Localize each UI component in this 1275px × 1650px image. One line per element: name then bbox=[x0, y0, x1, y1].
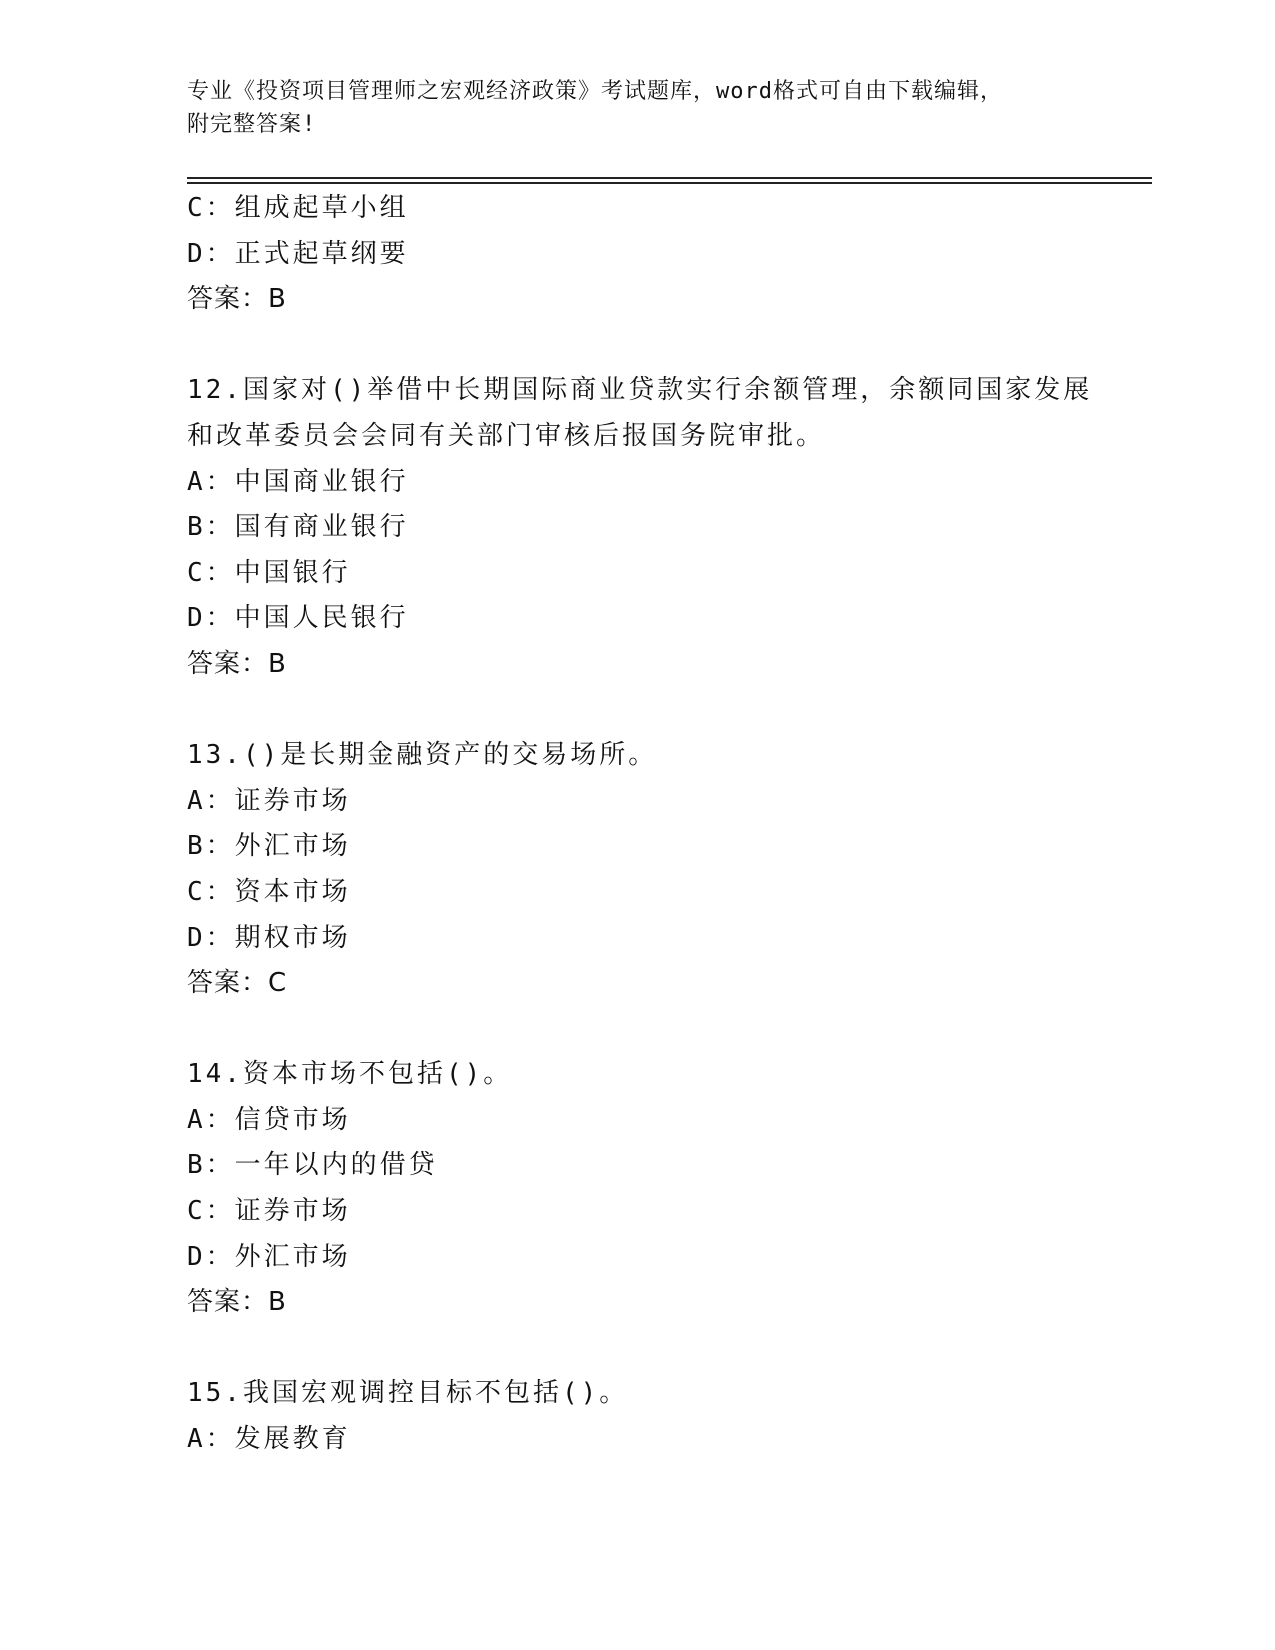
question-text-line-2: 和改革委员会会同有关部门审核后报国务院审批。 bbox=[187, 420, 826, 451]
option-a: A：信贷市场 bbox=[187, 1104, 351, 1135]
spacer bbox=[187, 688, 1152, 734]
option-d: D：正式起草纲要 bbox=[187, 238, 409, 269]
option-b: B：外汇市场 bbox=[187, 831, 351, 862]
question-text-line-1: 14.资本市场不包括()。 bbox=[187, 1059, 513, 1090]
question-list bbox=[187, 186, 1152, 1463]
option-d: D：中国人民银行 bbox=[187, 603, 409, 634]
option-a: A：证券市场 bbox=[187, 785, 351, 816]
option-a: A：中国商业银行 bbox=[187, 466, 409, 497]
option-c: C：组成起草小组 bbox=[187, 193, 409, 223]
answer-line: 答案：C bbox=[187, 968, 288, 999]
header-line-2: 附完整答案! bbox=[187, 112, 317, 137]
answer-line: 答案：B bbox=[187, 648, 287, 679]
option-c: C：中国银行 bbox=[187, 557, 351, 588]
question-12 bbox=[187, 368, 1152, 687]
spacer bbox=[187, 323, 1152, 369]
question-13 bbox=[187, 733, 1152, 1007]
option-d: D：期权市场 bbox=[187, 922, 351, 953]
question-text-line-1: 13.()是长期金融资产的交易场所。 bbox=[187, 740, 658, 771]
question-11-continued bbox=[187, 186, 1152, 323]
question-text-line-1: 15.我国宏观调控目标不包括()。 bbox=[187, 1378, 629, 1409]
spacer bbox=[187, 1007, 1152, 1053]
document-header bbox=[187, 75, 1087, 141]
header-line-1: 专业《投资项目管理师之宏观经济政策》考试题库，word格式可自由下载编辑， bbox=[187, 79, 1003, 104]
header-rule-bottom bbox=[187, 182, 1152, 184]
option-c: C：资本市场 bbox=[187, 876, 351, 907]
question-14 bbox=[187, 1052, 1152, 1326]
option-a: A：发展教育 bbox=[187, 1424, 351, 1455]
option-d: D：外汇市场 bbox=[187, 1241, 351, 1272]
spacer bbox=[187, 1326, 1152, 1372]
answer-line: 答案：B bbox=[187, 284, 287, 315]
option-c: C：证券市场 bbox=[187, 1196, 351, 1227]
answer-line: 答案：B bbox=[187, 1287, 287, 1318]
option-b: B：国有商业银行 bbox=[187, 512, 409, 543]
option-b: B：一年以内的借贷 bbox=[187, 1150, 438, 1181]
header-rule-top bbox=[187, 177, 1152, 179]
question-15 bbox=[187, 1371, 1152, 1462]
question-text-line-1: 12.国家对()举借中长期国际商业贷款实行余额管理，余额同国家发展 bbox=[187, 375, 1093, 406]
